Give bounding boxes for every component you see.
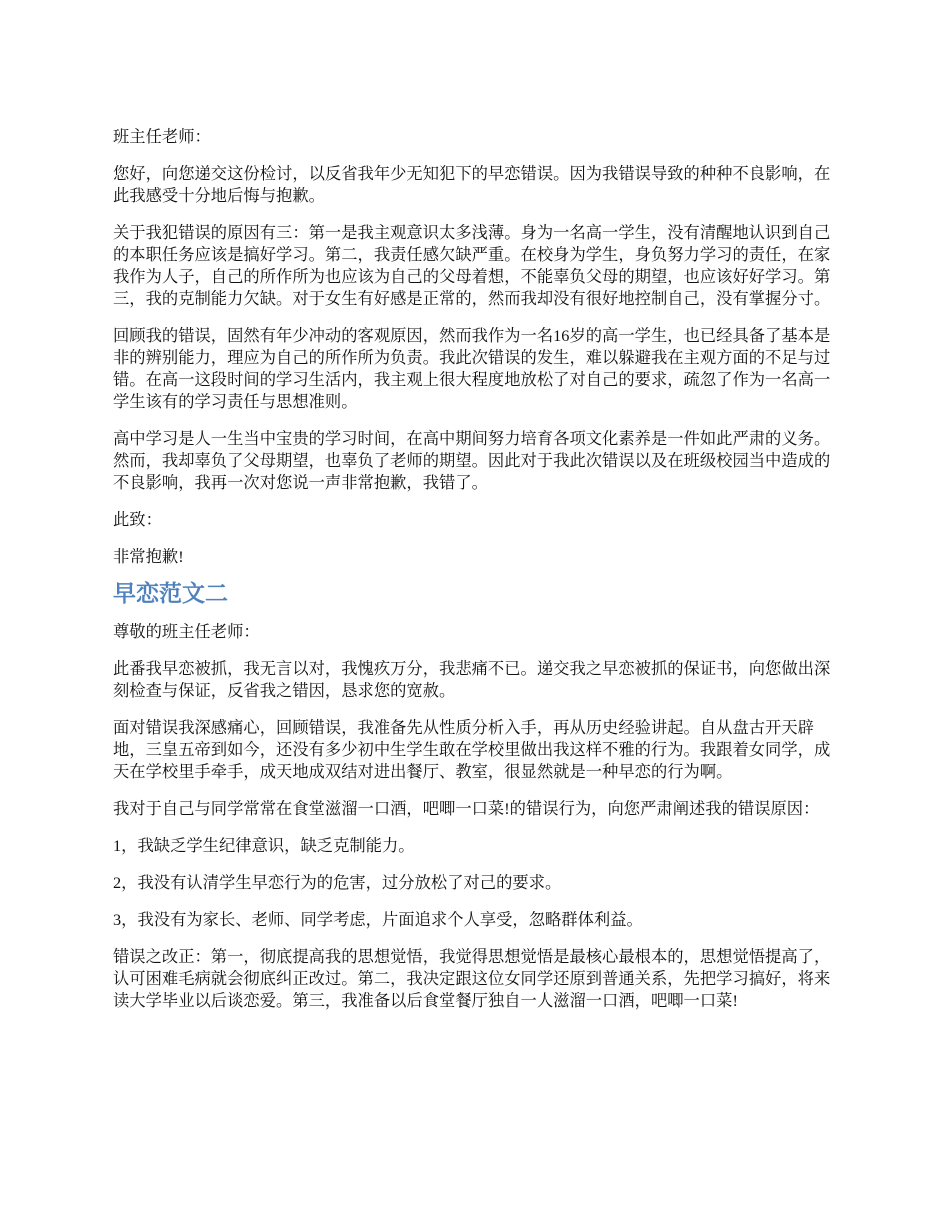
- paragraph-review: 回顾我的错误，固然有年少冲动的客观原因，然而我作为一名16岁的高一学生，也已经具备了基本是非的辨别能力，理应为自己的所作所为负责。我此次错误的发生，难以躲避我在主观方面的不足与过错。在高一这段时间的学习生活内，我主观上很大程度地放松了对自己的要求，疏忽了作为一名高一学生该有的学习责任与思想准则。: [113, 326, 831, 411]
- closing-apology: 非常抱歉!: [113, 547, 184, 566]
- section-heading: 早恋范文二: [113, 581, 228, 607]
- paragraph-greeting: 您好，向您递交这份检讨，以反省我年少无知犯下的早恋错误。因为我错误导致的种种不良影响，在此我感受十分地后悔与抱歉。: [113, 164, 831, 205]
- paragraph-causes-intro: 我对于自己与同学常常在食堂滋溜一口酒，吧唧一口菜!的错误行为，向您严肃阐述我的错误原因：: [113, 799, 820, 818]
- salutation: 班主任老师：: [113, 127, 211, 146]
- paragraph-analysis: 面对错误我深感痛心，回顾错误，我准备先从性质分析入手，再从历史经验讲起。自从盘古开天辟地，三皇五帝到如今，还没有多少初中生学生敢在学校里做出我这样不雅的行为。我跟着女同学，成天在学校里手牵手，成天地成双结对进出餐厅、教室，很显然就是一种早恋的行为啊。: [113, 718, 831, 781]
- document-body: [113, 126, 839, 1027]
- paragraph-corrections: 错误之改正：第一，彻底提高我的思想觉悟，我觉得思想觉悟是最核心最根本的，思想觉悟提高了，认可困难毛病就会彻底纠正改过。第二，我决定跟这位女同学还原到普通关系，先把学习搞好，将来读大学毕业以后谈恋爱。第三，我准备以后食堂餐厅独自一人滋溜一口酒，吧唧一口菜!: [113, 947, 831, 1010]
- list-item-cause-2: 2，我没有认清学生早恋行为的危害，过分放松了对己的要求。: [113, 873, 562, 892]
- paragraph-reasons: 关于我犯错误的原因有三：第一是我主观意识太多浅薄。身为一名高一学生，没有清醒地认识到自己的本职任务应该是搞好学习。第二，我责任感欠缺严重。在校身为学生，身负努力学习的责任，在家我作为人子，自己的所作所为也应该为自己的父母着想，不能辜负父母的期望，也应该好好学习。第三，我的克制能力欠缺。对于女生有好感是正常的，然而我却没有很好地控制自己，没有掌握分寸。: [113, 223, 831, 308]
- salutation-2: 尊敬的班主任老师：: [113, 622, 260, 641]
- list-item-cause-3: 3，我没有为家长、老师、同学考虑，片面追求个人享受，忽略群体利益。: [113, 910, 643, 929]
- closing-salutation: 此致：: [113, 510, 162, 529]
- paragraph-apology: 高中学习是人一生当中宝贵的学习时间，在高中期间努力培育各项文化素养是一件如此严肃的义务。然而，我却辜负了父母期望，也辜负了老师的期望。因此对于我此次错误以及在班级校园当中造成的不良影响，我再一次对您说一声非常抱歉，我错了。: [113, 429, 831, 492]
- list-item-cause-1: 1，我缺乏学生纪律意识，缺乏克制能力。: [113, 836, 415, 855]
- paragraph-confession: 此番我早恋被抓，我无言以对，我愧疚万分，我悲痛不已。递交我之早恋被抓的保证书，向您做出深刻检查与保证，反省我之错因，恳求您的宽赦。: [113, 659, 831, 700]
